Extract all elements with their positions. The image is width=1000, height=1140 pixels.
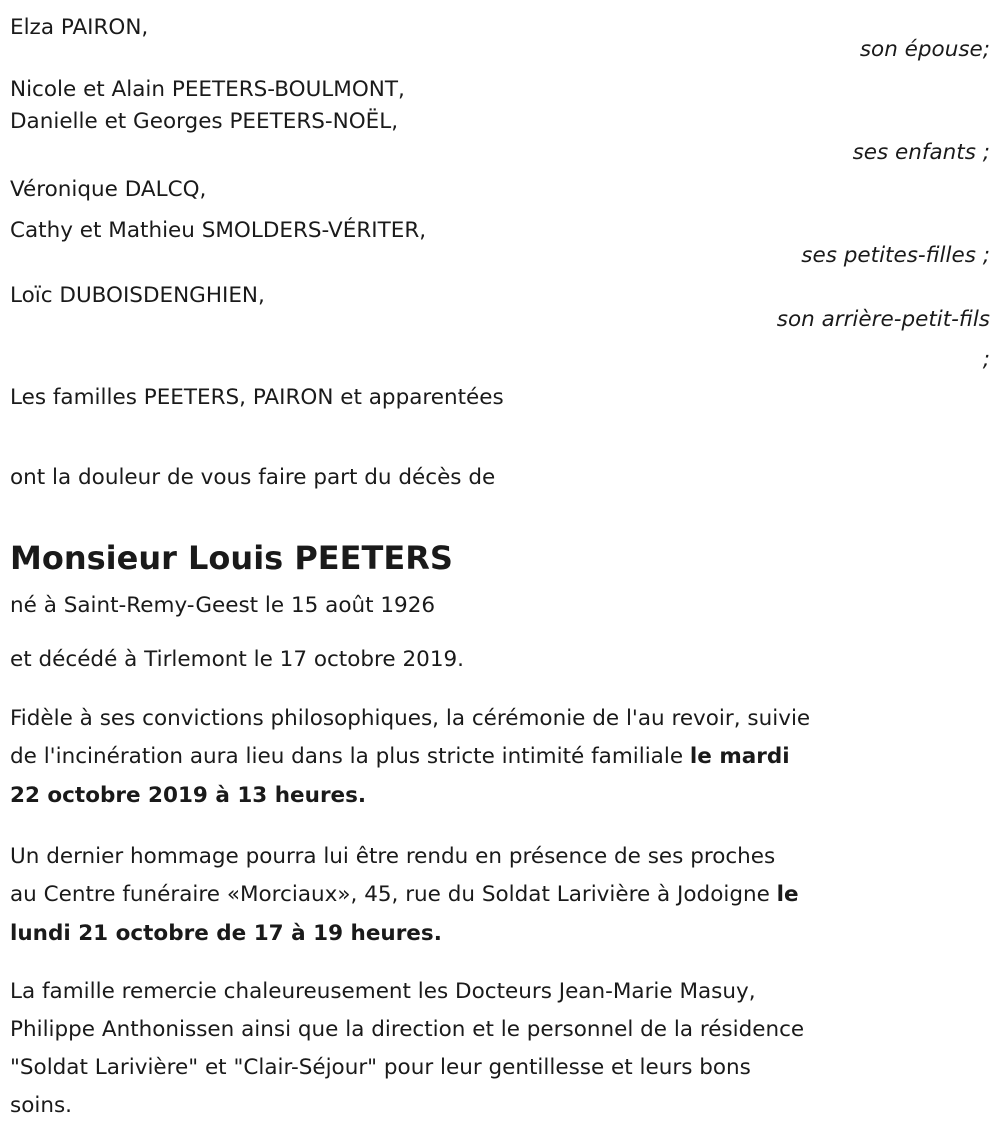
text: son épouse; [859, 37, 990, 62]
announcement-line [10, 464, 495, 492]
text: né à Saint-Remy-Geest le 15 août 1926 [10, 593, 436, 618]
text: Loïc DUBOISDENGHIEN, [10, 283, 265, 308]
text: de l'incinération aura lieu dans la plus stricte intimité familiale [10, 744, 690, 769]
paragraph-line [10, 1092, 72, 1120]
text: "Soldat Larivière" et "Clair-Séjour" pour leur gentillesse et leurs bons [10, 1055, 751, 1080]
paragraph-line [10, 1016, 804, 1044]
text: et décédé à Tirlemont le 17 octobre 2019. [10, 647, 465, 672]
relation-label [983, 346, 990, 374]
text: ; [982, 347, 990, 372]
bold-text: le [776, 882, 799, 907]
paragraph-line [10, 843, 775, 871]
text: ses enfants ; [852, 140, 990, 165]
text: soins. [10, 1093, 72, 1118]
text: Danielle et Georges PEETERS-NOËL, [10, 109, 399, 134]
paragraph-line [10, 920, 442, 948]
family-line [10, 76, 405, 104]
text: La famille remercie chaleureusement les Docteurs Jean-Marie Masuy, [10, 979, 756, 1004]
family-line [10, 282, 265, 310]
text: au Centre funéraire «Morciaux», 45, rue du Soldat Larivière à Jodoigne [10, 882, 777, 907]
family-line [10, 14, 148, 42]
family-line [10, 176, 206, 204]
bold-text: lundi 21 octobre de 17 à 19 heures. [10, 921, 442, 946]
text: Philippe Anthonissen ainsi que la direction et le personnel de la résidence [10, 1017, 805, 1042]
paragraph-line [10, 743, 790, 771]
family-line [10, 108, 398, 136]
text: Véronique DALCQ, [10, 177, 207, 202]
text: Elza PAIRON, [10, 15, 149, 40]
paragraph-line [10, 1054, 751, 1082]
paragraph-line [10, 782, 366, 810]
family-line [10, 384, 504, 412]
relation-label [777, 306, 990, 334]
relation-label [853, 139, 990, 167]
birth-line [10, 592, 435, 620]
family-line [10, 217, 426, 245]
bold-text: le mardi [689, 744, 790, 769]
text: Fidèle à ses convictions philosophiques, la cérémonie de l'au revoir, suivie [10, 706, 811, 731]
text: Un dernier hommage pourra lui être rendu en présence de ses proches [10, 844, 776, 869]
bold-text: 22 octobre 2019 à 13 heures. [10, 783, 367, 808]
deceased-name [10, 538, 453, 578]
paragraph-line [10, 705, 810, 733]
text: Nicole et Alain PEETERS-BOULMONT, [10, 77, 405, 102]
death-line [10, 646, 464, 674]
paragraph-line [10, 978, 756, 1006]
text: Monsieur Louis PEETERS [10, 539, 453, 577]
relation-label [801, 242, 990, 270]
relation-label [860, 36, 990, 64]
text: ses petites-filles ; [801, 243, 990, 268]
text: Les familles PEETERS, PAIRON et apparentées [10, 385, 504, 410]
paragraph-line [10, 881, 799, 909]
text: Cathy et Mathieu SMOLDERS-VÉRITER, [10, 218, 427, 243]
text: son arrière-petit-fils [776, 307, 990, 332]
text: ont la douleur de vous faire part du décès de [10, 465, 496, 490]
